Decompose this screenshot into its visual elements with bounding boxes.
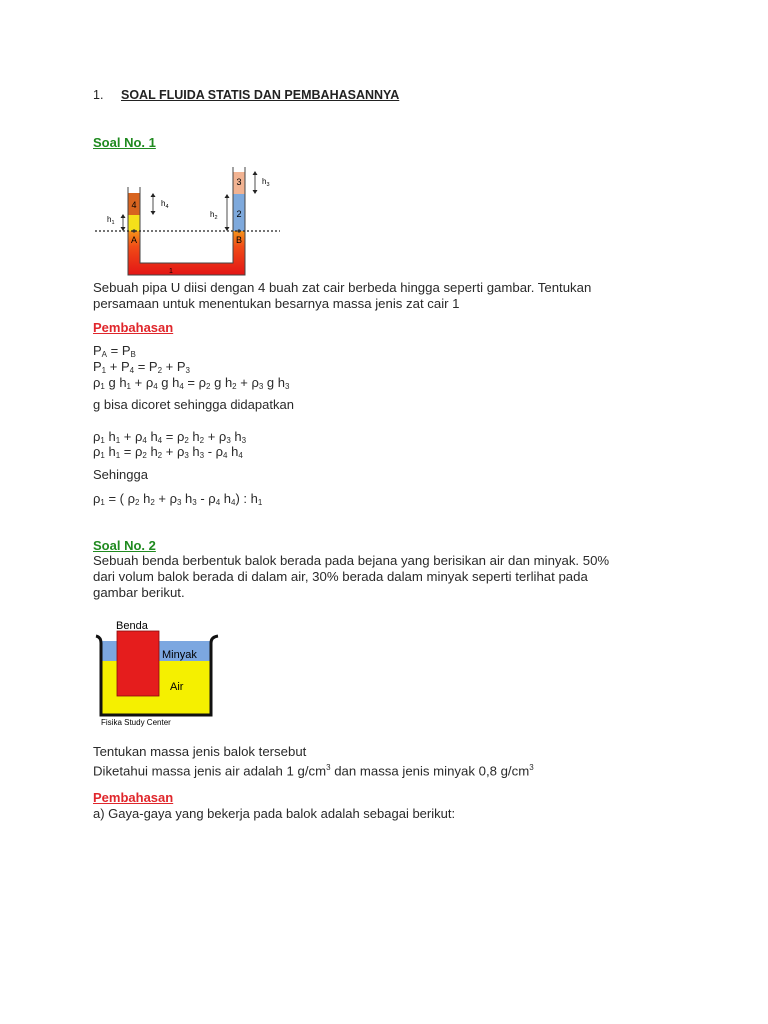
label-air: Air (170, 681, 184, 693)
equation-6: $\rho_1$ = ( $\rho_2$ $h_2 + \rho_3$ $h_3 - \rho_4$ $h_4$) : $h_1$ (93, 491, 263, 507)
soal-2-line3: gambar berikut. (93, 585, 185, 600)
soal-1-question-line1: Sebuah pipa U diisi dengan 4 buah zat cair berbeda hingga seperti gambar. Tentukan (93, 280, 592, 295)
soal-1-label: Soal No. 1 (93, 135, 156, 150)
label-benda: Benda (116, 620, 148, 632)
label-2: 2 (236, 209, 242, 219)
task-line2: Diketahui massa jenis air adalah 1 $g/cm^3$ dan massa jenis minyak 0,8 $g/cm^3$ (93, 763, 534, 779)
block-benda (117, 631, 159, 696)
soal-1-question (93, 280, 653, 312)
soal-2-task (93, 744, 653, 779)
soal-2-question (93, 553, 653, 601)
h4-label: $h_4$ (161, 199, 169, 210)
soal-1-question-line2: persamaan untuk menentukan besarnya massa jenis zat cair 1 (93, 296, 460, 311)
equation-2: $P_1 + P_4 = P_2 + P_3$ (93, 359, 190, 375)
h2-label: $h_2$ (210, 210, 218, 221)
label-4: 4 (131, 200, 137, 210)
pembahasan-2-label: Pembahasan (93, 790, 174, 805)
tube-inner-wall (140, 167, 233, 263)
label-A: A (130, 235, 138, 245)
main-heading (93, 88, 399, 102)
equation-3: $\rho_1$ g $h_1 + \rho_4$ g $h_4 = \rho_2$ g $h_2 + \rho_3$ g $h_3$ (93, 375, 290, 391)
pembahasan-1-label: Pembahasan (93, 320, 174, 335)
soal-2-line2: dari volum balok berada di dalam air, 30% berada dalam minyak seperti terlihat pada (93, 569, 588, 584)
tube-outer-wall (128, 167, 245, 275)
figure-credit: Fisika Study Center (101, 718, 171, 727)
heading-title: SOAL FLUIDA STATIS DAN PEMBAHASANNYA (121, 88, 400, 102)
label-3: 3 (236, 177, 242, 187)
label-minyak: Minyak (162, 649, 197, 661)
sehingga-text: Sehingga (93, 467, 148, 482)
equation-4: $\rho_1$ $h_1 + \rho_4$ $h_4 = \rho_2$ $h_2 + \rho_3$ $h_3$ (93, 429, 247, 445)
point-B (237, 229, 240, 232)
liquid-1 (128, 228, 245, 275)
answer-a: a) Gaya-gaya yang bekerja pada balok adalah sebagai berikut: (93, 806, 456, 821)
task-line1: Tentukan massa jenis balok tersebut (93, 744, 307, 759)
point-A (132, 229, 135, 232)
beaker-figure (92, 616, 227, 730)
h3-label: $h_3$ (262, 177, 270, 188)
u-tube-figure (90, 165, 290, 280)
soal-2-line1: Sebuah benda berbentuk balok berada pada bejana yang berisikan air dan minyak. 50% (93, 553, 610, 568)
label-B: B (235, 235, 243, 245)
h1-label: $h_1$ (107, 215, 115, 226)
liquid-4-lower (128, 215, 140, 231)
heading-number: 1. (93, 88, 104, 102)
g-cancel-text: g bisa dicoret sehingga didapatkan (93, 397, 294, 412)
equation-1: $P_A = P_B$ (93, 343, 136, 359)
label-1: 1 (169, 268, 173, 275)
soal-2-label: Soal No. 2 (93, 538, 156, 553)
equation-5: $\rho_1$ $h_1 = \rho_2$ $h_2 + \rho_3$ $h_3 - \rho_4$ $h_4$ (93, 444, 243, 460)
